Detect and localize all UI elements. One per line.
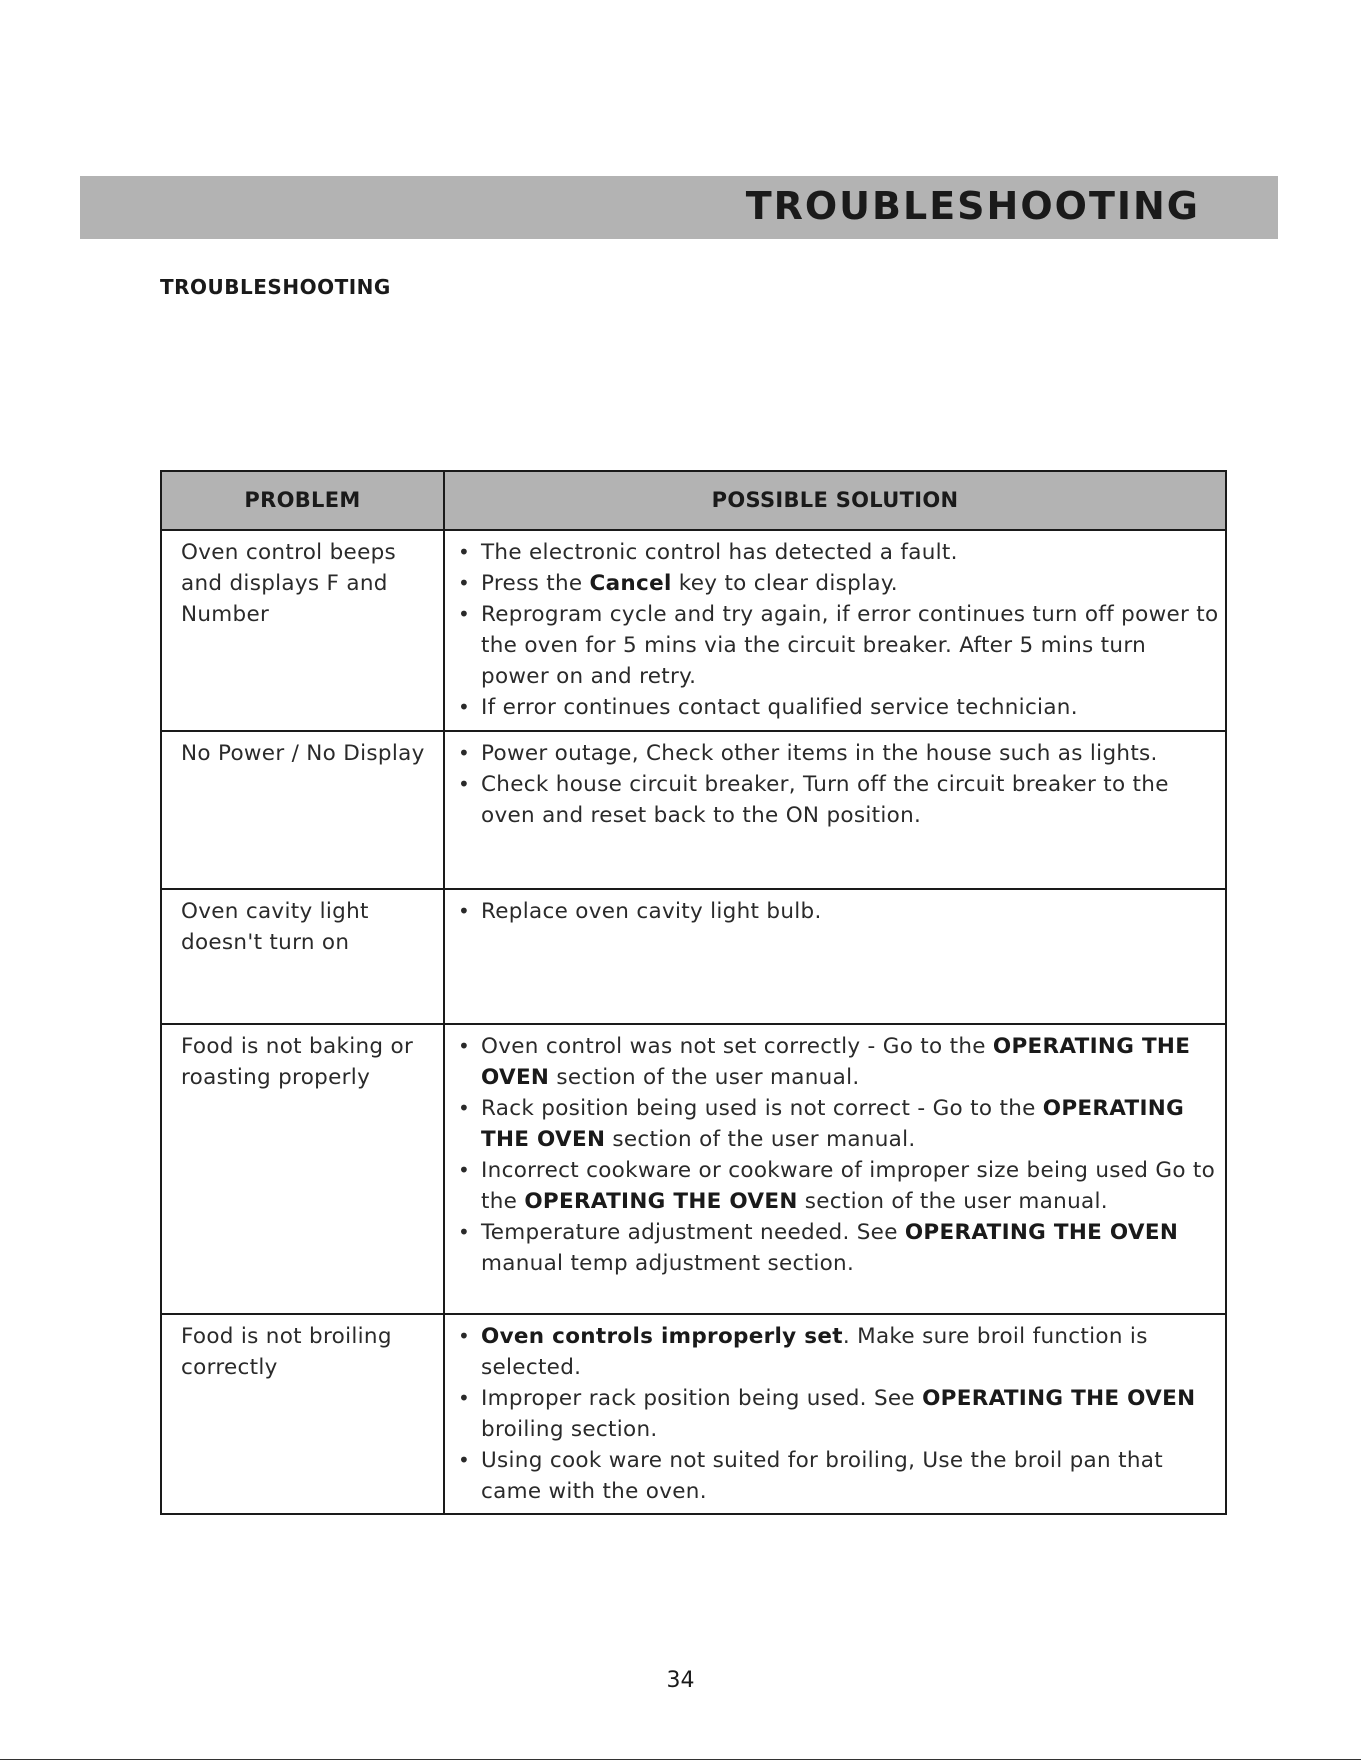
problem-cell: Food is not broiling correctly xyxy=(161,1314,444,1514)
solution-cell xyxy=(444,1314,1226,1514)
solution-item xyxy=(481,568,1219,599)
page-number: 34 xyxy=(666,1668,695,1693)
emphasis-text: Oven controls improperly set xyxy=(481,1324,843,1349)
solution-text: Reprogram cycle and try again, if error continues turn off power to the oven for 5 mins via the circuit breaker. After 5 mins turn power on and retry. xyxy=(481,602,1219,689)
problem-cell: No Power / No Display xyxy=(161,731,444,889)
solution-text: Oven control was not set correctly - Go to the xyxy=(481,1034,993,1059)
solution-item xyxy=(481,769,1219,831)
solution-text: Rack position being used is not correct - Go to the xyxy=(481,1096,1043,1121)
solution-text: The electronic control has detected a fault. xyxy=(481,540,958,565)
solution-text: manual temp adjustment section. xyxy=(481,1251,855,1276)
problem-cell: Oven control beeps and displays F and Number xyxy=(161,530,444,731)
emphasis-text: OPERATING THE OVEN xyxy=(524,1189,798,1214)
troubleshooting-table xyxy=(160,470,1227,1515)
emphasis-text: OPERATING THE OVEN xyxy=(904,1220,1179,1245)
column-header-solution: POSSIBLE SOLUTION xyxy=(444,471,1226,530)
solution-text: Check house circuit breaker, Turn off the circuit breaker to the oven and reset back to the ON position. xyxy=(481,772,1169,828)
solution-item xyxy=(481,1031,1219,1093)
solution-text: section of the user manual. xyxy=(797,1189,1108,1214)
problem-cell: Food is not baking or roasting properly xyxy=(161,1024,444,1314)
solution-text: Improper rack position being used. See xyxy=(481,1386,923,1411)
solution-item xyxy=(481,692,1219,723)
solution-text: Temperature adjustment needed. See xyxy=(481,1220,905,1245)
table-body xyxy=(161,530,1226,1514)
emphasis-text: OPERATING THE OVEN xyxy=(481,1096,1185,1152)
column-header-problem: PROBLEM xyxy=(161,471,444,530)
solution-text: Using cook ware not suited for broiling, Use the broil pan that came with the oven. xyxy=(481,1448,1163,1504)
solution-text: broiling section. xyxy=(481,1417,658,1442)
solution-text: key to clear display. xyxy=(671,571,898,596)
solution-text: Press the xyxy=(481,571,590,596)
solution-text: section of the user manual. xyxy=(605,1127,916,1152)
table-row xyxy=(161,1314,1226,1514)
solution-item xyxy=(481,1445,1219,1507)
solution-text: If error continues contact qualified service technician. xyxy=(481,695,1078,720)
solution-text: Replace oven cavity light bulb. xyxy=(481,899,822,924)
solution-text: section of the user manual. xyxy=(549,1065,860,1090)
solution-item xyxy=(481,599,1219,692)
solution-item xyxy=(481,537,1219,568)
solution-list xyxy=(481,896,1219,927)
table-header-row xyxy=(161,471,1226,530)
emphasis-text: OPERATING THE OVEN xyxy=(922,1386,1196,1411)
solution-item xyxy=(481,1321,1219,1383)
solution-item xyxy=(481,1217,1219,1279)
header-band xyxy=(80,176,1278,239)
problem-cell: Oven cavity light doesn't turn on xyxy=(161,889,444,1024)
solution-item xyxy=(481,1383,1219,1445)
emphasis-text: OPERATING THE OVEN xyxy=(481,1034,1191,1090)
section-title: TROUBLESHOOTING xyxy=(160,275,391,299)
solution-list xyxy=(481,1321,1219,1507)
table-row xyxy=(161,530,1226,731)
solution-list xyxy=(481,537,1219,723)
bottom-rule xyxy=(0,1759,1361,1760)
emphasis-text: Cancel xyxy=(589,571,672,596)
table-row xyxy=(161,731,1226,889)
solution-text: Power outage, Check other items in the house such as lights. xyxy=(481,741,1158,766)
solution-item xyxy=(481,896,1219,927)
solution-cell xyxy=(444,731,1226,889)
solution-cell xyxy=(444,889,1226,1024)
solution-list xyxy=(481,1031,1219,1279)
solution-text: . Make sure broil function is selected. xyxy=(481,1324,1148,1380)
solution-item xyxy=(481,1093,1219,1155)
solution-cell xyxy=(444,1024,1226,1314)
table-row xyxy=(161,1024,1226,1314)
solution-cell xyxy=(444,530,1226,731)
solution-item xyxy=(481,1155,1219,1217)
solution-list xyxy=(481,738,1219,831)
solution-text: Incorrect cookware or cookware of improper size being used Go to the xyxy=(481,1158,1216,1214)
solution-item xyxy=(481,738,1219,769)
header-title: TROUBLESHOOTING xyxy=(745,184,1200,228)
table-row xyxy=(161,889,1226,1024)
